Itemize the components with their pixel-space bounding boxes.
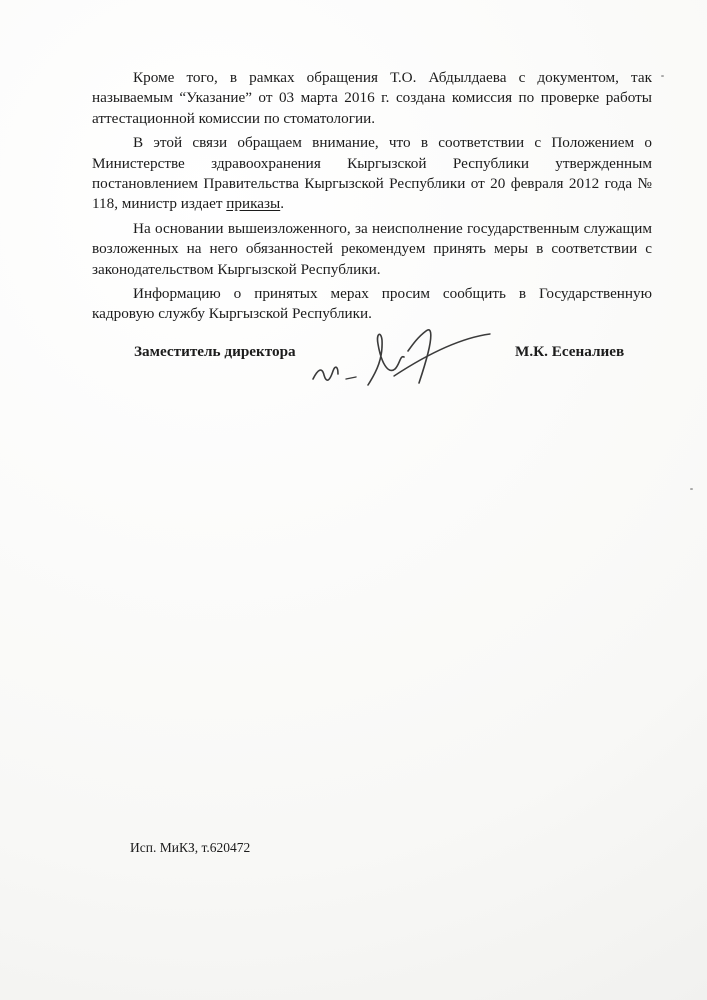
paragraph-recommendation [92, 219, 652, 284]
signatory-title: Заместитель директора [134, 343, 296, 360]
paragraph-commission-text: Кроме того, в рамках обращения Т.О. Абдылдаева с документом, так называемым “Указание” от 03 марта 2016 г. создана комиссия по проверке работы аттестационной комиссии по стоматологии. [92, 69, 652, 127]
executor-contact-note: Исп. МиКЗ, т.620472 [130, 840, 251, 855]
paragraph-regulation-text: В этой связи обращаем внимание, что в соответствии с Положением о Министерстве здравоохранения Кыргызской Республики утвержденным постановлением Правительства Кыргызской Республики от 20 февраля 2012 года № 118, министр издает [92, 134, 652, 213]
paragraph-commission [92, 68, 652, 133]
paragraph-recommendation-text: На основании вышеизложенного, за неисполнение государственным служащим возложенных на него обязанностей рекомендуем принять меры в соответствии с законодательством Кыргызской Республики. [92, 219, 652, 278]
scan-speck [690, 488, 693, 490]
signatory-name: М.К. Есеналиев [515, 343, 625, 360]
handwritten-signature [300, 313, 500, 409]
letter-body [92, 68, 652, 329]
scan-speck [661, 75, 664, 77]
paragraph-regulation-end: . [280, 195, 285, 213]
underlined-orders-word: приказы [226, 195, 281, 213]
paragraph-regulation [92, 133, 652, 219]
paragraph-request-text: Информацию о принятых мерах просим сообщить в Государственную кадровую службу Кыргызской Республики. [92, 285, 652, 323]
